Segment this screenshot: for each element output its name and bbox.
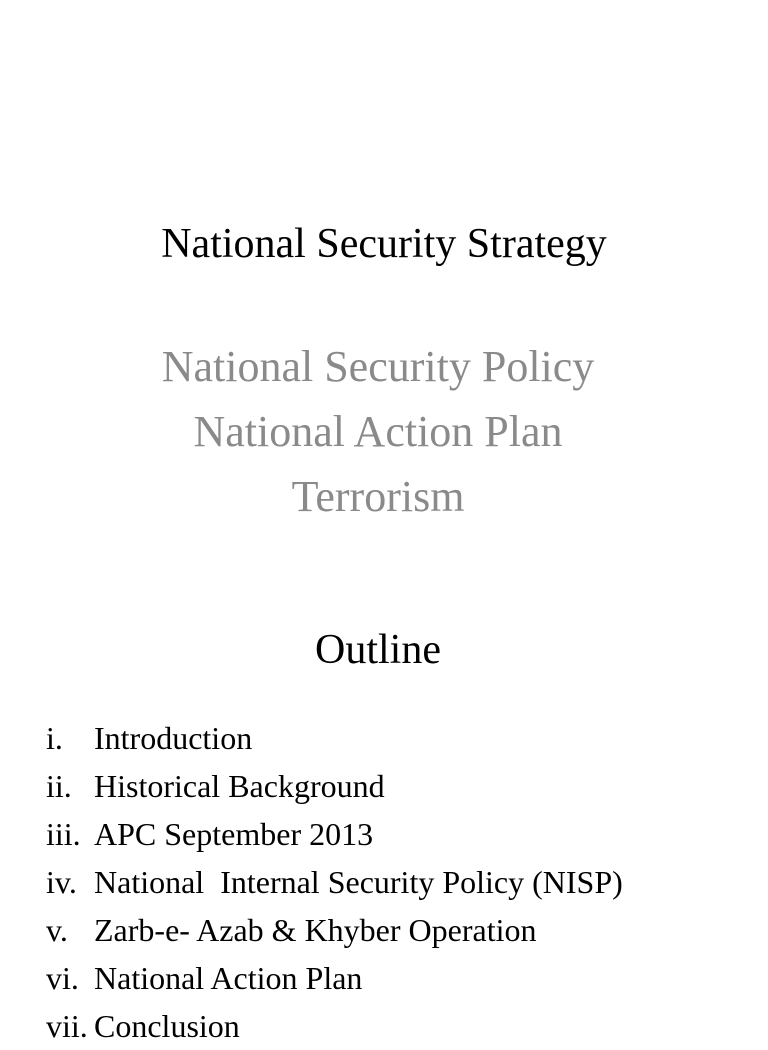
outline-item xyxy=(46,906,623,954)
outline-item-text: National Action Plan xyxy=(94,960,363,996)
outline-item-number: vii. xyxy=(46,1008,88,1044)
outline-item xyxy=(46,810,623,858)
outline-item xyxy=(46,954,623,1002)
subtitle-national-action-plan: National Action Plan xyxy=(193,407,563,456)
page-title: National Security Strategy xyxy=(161,221,607,267)
subtitle-list xyxy=(0,334,756,529)
outline-item-number: i. xyxy=(46,720,63,756)
outline-item-number: iii. xyxy=(46,816,81,852)
subtitle-terrorism: Terrorism xyxy=(291,472,465,521)
subtitle-national-security-policy: National Security Policy xyxy=(161,342,595,391)
outline-item-text: Zarb-e- Azab & Khyber Operation xyxy=(94,912,537,948)
outline-item xyxy=(46,858,623,906)
outline-item-number: v. xyxy=(46,912,68,948)
outline-item-text: APC September 2013 xyxy=(94,816,374,852)
outline-item xyxy=(46,714,623,762)
outline-item xyxy=(46,762,623,810)
outline-item-text: Historical Background xyxy=(94,768,385,804)
outline-item-text: Conclusion xyxy=(94,1008,240,1044)
outline-item-number: vi. xyxy=(46,960,79,996)
outline-item-number: iv. xyxy=(46,864,77,900)
outline-item-text: National Internal Security Policy (NISP) xyxy=(94,864,623,900)
outline-item-number: ii. xyxy=(46,768,72,804)
outline-heading: Outline xyxy=(315,627,441,673)
outline-item xyxy=(46,1002,623,1050)
outline-item-text: Introduction xyxy=(94,720,253,756)
outline-list xyxy=(46,714,623,1050)
